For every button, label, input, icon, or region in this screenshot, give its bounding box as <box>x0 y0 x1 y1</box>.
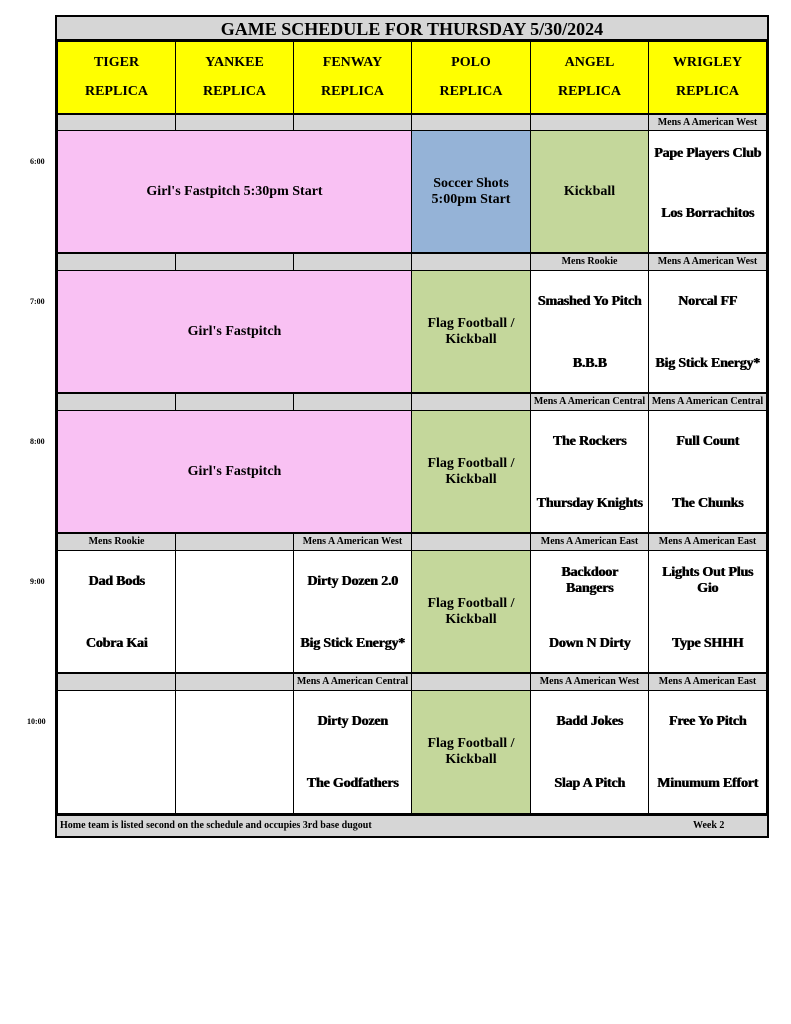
empty-slot-yankee <box>175 550 294 673</box>
matchup-angel <box>530 690 649 814</box>
division-angel: Mens A American West <box>530 673 649 691</box>
division-polo <box>411 253 531 271</box>
time-label-7: 7:00 <box>30 297 45 306</box>
home-team: Los Borrachitos <box>660 206 755 221</box>
matchup-wrigley <box>648 690 767 814</box>
home-team: Type SHHH <box>671 636 744 651</box>
home-team-note: Home team is listed second on the schedule and occupies 3rd base dugout <box>60 820 372 831</box>
field-name: TIGER <box>93 54 140 70</box>
home-team: Big Stick Energy* <box>300 636 405 651</box>
division-tiger <box>57 253 176 271</box>
home-team: The Chunks <box>671 496 744 511</box>
division-angel: Mens A American East <box>530 533 649 551</box>
division-wrigley: Mens A American East <box>648 673 767 691</box>
away-team: Dad Bods <box>88 574 145 589</box>
schedule-title: GAME SCHEDULE FOR THURSDAY 5/30/2024 <box>57 17 767 41</box>
division-wrigley: Mens A American East <box>648 533 767 551</box>
division-angel: Mens A American Central <box>530 393 649 411</box>
division-polo <box>411 114 531 131</box>
flag-football-kickball-block: Flag Football / Kickball <box>411 410 531 533</box>
field-header-polo <box>411 41 531 114</box>
field-sub: REPLICA <box>557 84 621 100</box>
soccer-shots-block: Soccer Shots 5:00pm Start <box>411 130 531 253</box>
home-team: The Godfathers <box>306 776 399 791</box>
division-yankee <box>175 673 294 691</box>
division-yankee <box>175 114 294 131</box>
away-team: Free Yo Pitch <box>668 714 747 729</box>
time-label-8: 8:00 <box>30 437 45 446</box>
division-polo <box>411 673 531 691</box>
field-header-wrigley <box>648 41 767 114</box>
division-tiger <box>57 673 176 691</box>
schedule-sheet <box>55 15 769 838</box>
division-polo <box>411 393 531 411</box>
division-fenway <box>293 114 412 131</box>
flag-football-kickball-block: Flag Football / Kickball <box>411 690 531 814</box>
time-label-9: 9:00 <box>30 577 45 586</box>
division-fenway <box>293 253 412 271</box>
field-sub: REPLICA <box>84 84 148 100</box>
field-header-fenway <box>293 41 412 114</box>
field-sub: REPLICA <box>202 84 266 100</box>
away-team: Full Count <box>676 434 739 449</box>
field-sub: REPLICA <box>675 84 739 100</box>
kickball-block: Kickball <box>530 130 649 253</box>
division-wrigley: Mens A American West <box>648 253 767 271</box>
home-team: Big Stick Energy* <box>655 356 760 371</box>
field-name: POLO <box>451 54 491 70</box>
division-angel <box>530 114 649 131</box>
girls-fastpitch-block: Girl's Fastpitch <box>57 410 412 533</box>
schedule-footer <box>57 814 767 836</box>
time-label-6: 6:00 <box>30 157 45 166</box>
division-fenway <box>293 393 412 411</box>
field-sub: REPLICA <box>439 84 503 100</box>
home-team: Cobra Kai <box>85 636 148 651</box>
empty-slot-tiger <box>57 690 176 814</box>
away-team: Badd Jokes <box>556 714 623 729</box>
empty-slot-yankee <box>175 690 294 814</box>
matchup-wrigley <box>648 550 767 673</box>
field-header-tiger <box>57 41 176 114</box>
home-team: Thursday Knights <box>536 496 643 511</box>
week-label: Week 2 <box>693 820 725 831</box>
division-wrigley: Mens A American West <box>648 114 767 131</box>
field-name: YANKEE <box>205 54 264 70</box>
girls-fastpitch-block: Girl's Fastpitch <box>57 270 412 393</box>
division-tiger <box>57 393 176 411</box>
division-yankee <box>175 533 294 551</box>
division-tiger: Mens Rookie <box>57 533 176 551</box>
matchup-angel <box>530 410 649 533</box>
away-team: The Rockers <box>552 434 627 449</box>
division-yankee <box>175 253 294 271</box>
division-wrigley: Mens A American Central <box>648 393 767 411</box>
division-polo <box>411 533 531 551</box>
home-team: Slap A Pitch <box>554 776 625 791</box>
field-name: FENWAY <box>322 54 383 70</box>
division-fenway: Mens A American Central <box>293 673 412 691</box>
matchup-angel <box>530 270 649 393</box>
home-team: Minumum Effort <box>656 776 759 791</box>
away-team: Lights Out Plus Gio <box>661 565 754 596</box>
away-team: Pape Players Club <box>653 146 762 161</box>
matchup-angel <box>530 550 649 673</box>
away-team: Dirty Dozen <box>317 714 388 729</box>
matchup-fenway <box>293 690 412 814</box>
away-team: Backdoor Bangers <box>561 565 618 596</box>
away-team: Smashed Yo Pitch <box>537 294 642 309</box>
division-fenway: Mens A American West <box>293 533 412 551</box>
matchup-wrigley <box>648 130 767 253</box>
field-name: ANGEL <box>564 54 615 70</box>
time-label-10: 10:00 <box>27 717 46 726</box>
away-team: Dirty Dozen 2.0 <box>307 574 398 589</box>
home-team: Down N Dirty <box>548 636 631 651</box>
girls-fastpitch-block: Girl's Fastpitch 5:30pm Start <box>57 130 412 253</box>
home-team: B.B.B <box>572 356 607 371</box>
matchup-tiger <box>57 550 176 673</box>
away-team: Norcal FF <box>678 294 737 309</box>
flag-football-kickball-block: Flag Football / Kickball <box>411 550 531 673</box>
matchup-wrigley <box>648 270 767 393</box>
matchup-fenway <box>293 550 412 673</box>
division-tiger <box>57 114 176 131</box>
division-yankee <box>175 393 294 411</box>
matchup-wrigley <box>648 410 767 533</box>
flag-football-kickball-block: Flag Football / Kickball <box>411 270 531 393</box>
field-header-angel <box>530 41 649 114</box>
field-sub: REPLICA <box>320 84 384 100</box>
field-name: WRIGLEY <box>672 54 743 70</box>
field-header-yankee <box>175 41 294 114</box>
division-angel: Mens Rookie <box>530 253 649 271</box>
